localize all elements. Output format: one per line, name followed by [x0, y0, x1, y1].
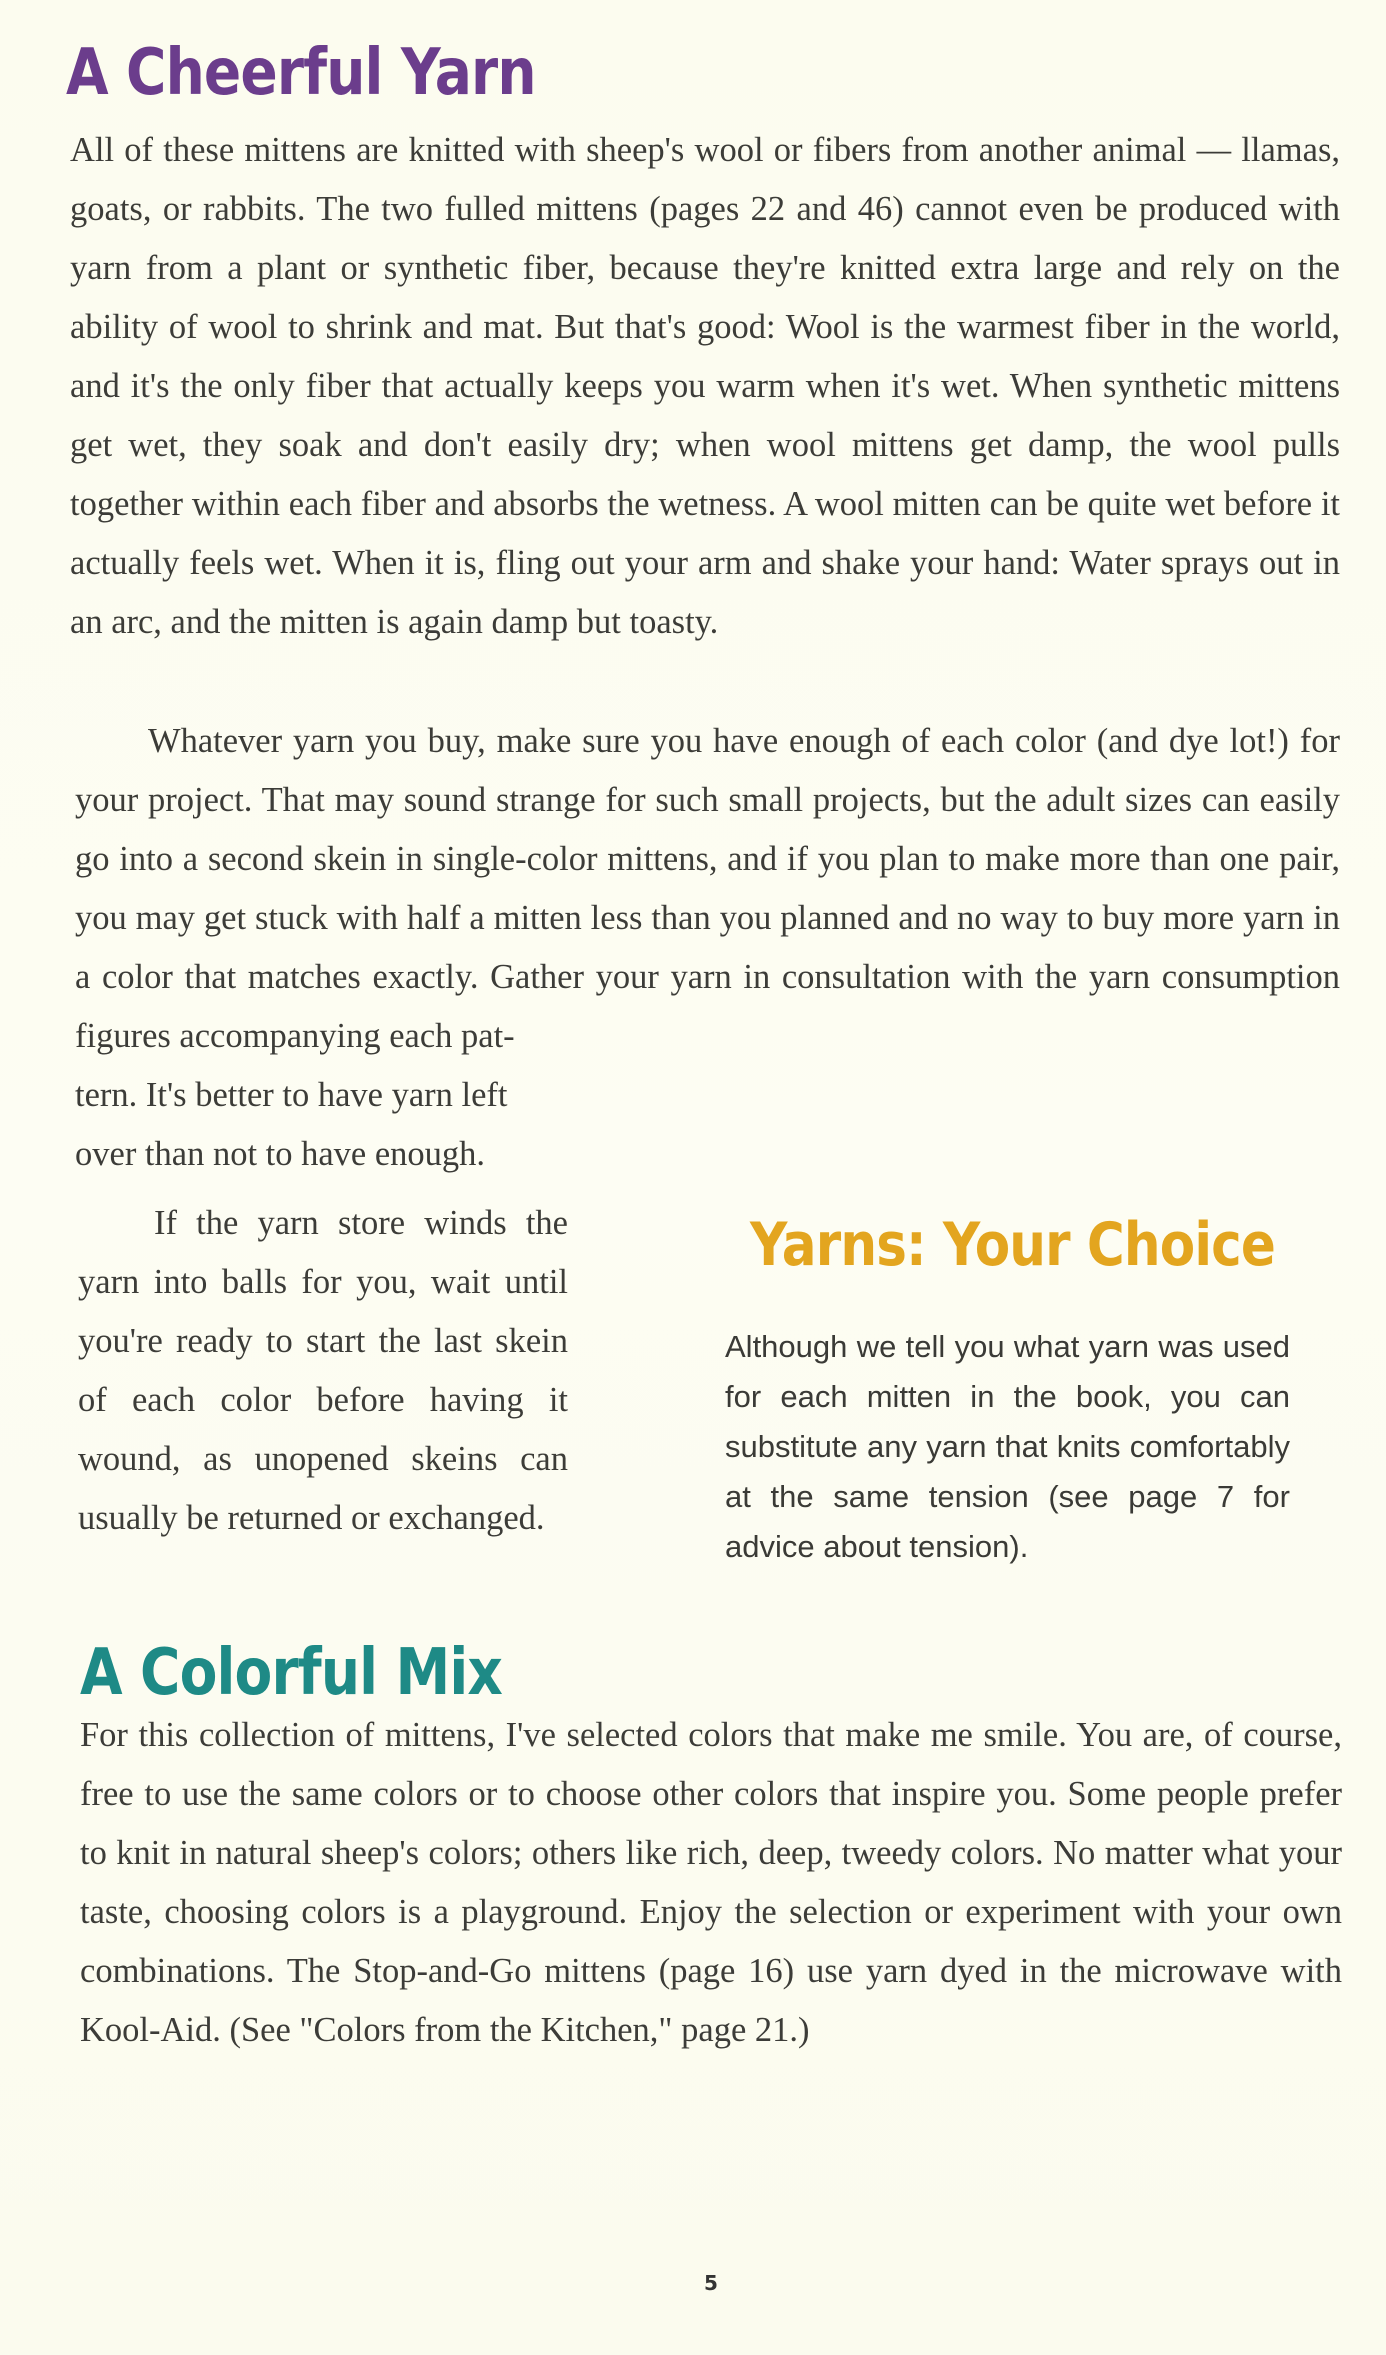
section-heading-colorful-mix: A Colorful Mix: [80, 1636, 503, 1710]
sidebar-heading: Yarns: Your Choice: [750, 1210, 1276, 1280]
sidebar-text: Although we tell you what yarn was used for each mitten in the book, you can substitute any yarn that knits comfortably at the same tension (see page 7 for advice about tension).: [725, 1329, 1290, 1564]
paragraph-wool-fibers: All of these mittens are knitted with sheep's wool or fibers from another animal — llamas, goats, or rabbits. The two fulled mittens (pages 22 and 46) cannot even be produced with yarn from a plant or synthetic fiber, because they're knitted extra large and rely on the ability of wool to shrink and mat. But that's good: Wool is the warmest fiber in the world, and it's the only fiber that actually keeps you warm when it's wet. When synthetic mittens get wet, they soak and don't easily dry; when wool mittens get damp, the wool pulls together within each fiber and absorbs the wetness. A wool mitten can be quite wet before it actually feels wet. When it is, fling out your arm and shake your hand: Water sprays out in an arc, and the mitten is again damp but toasty.: [70, 131, 1340, 641]
paragraph-colors: For this collection of mittens, I've selected colors that make me smile. You are, of course, free to use the same colors or to choose other colors that inspire you. Some people prefer to knit in natural sheep's colors; others like rich, deep, tweedy colors. No matter what your taste, choosing colors is a playground. Enjoy the selection or experiment with your own combinations. The Stop-and-Go mittens (page 16) use yarn dyed in the microwave with Kool-Aid. (See "Colors from the Kitchen," page 21.): [80, 1716, 1342, 2049]
sidebar-yarns-your-choice: [725, 1210, 1290, 1564]
section-heading-cheerful-yarn: A Cheerful Yarn: [66, 36, 536, 110]
page-number: 5: [704, 2271, 718, 2295]
paragraph-enough-yarn-continued: tern. It's better to have yarn left over than not to have enough.: [75, 1076, 508, 1173]
paragraph-yarn-store: If the yarn store winds the yarn into balls for you, wait until you're ready to start the last skein of each color before having it wound, as unopened skeins can usually be returned or exchanged.: [78, 1204, 568, 1537]
paragraph-enough-yarn: Whatever yarn you buy, make sure you have enough of each color (and dye lot!) for your project. That may sound strange for such small projects, but the adult sizes can easily go into a second skein in single-color mittens, and if you plan to make more than one pair, you may get stuck with half a mitten less than you planned and no way to buy more yarn in a color that matches exactly. Gather your yarn in consultation with the yarn consumption figures accompanying each pat-: [75, 722, 1340, 1055]
